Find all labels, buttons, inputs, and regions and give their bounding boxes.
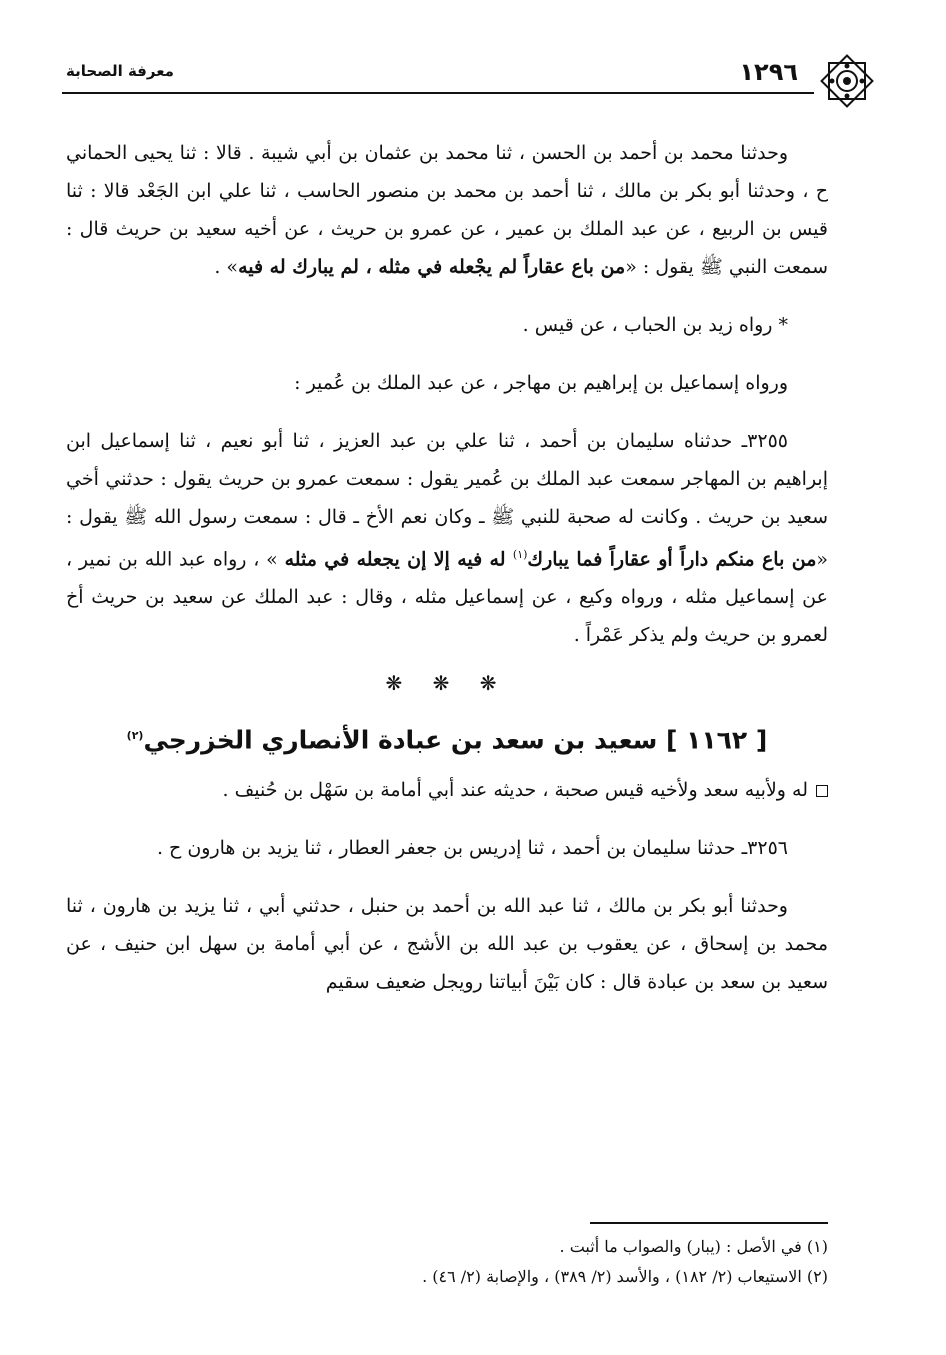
footnote-marker: (١) [512,548,528,561]
section-separator: ❋ ❋ ❋ [385,671,509,696]
intro-text: له ولأبيه سعد ولأخيه قيس صحبة ، حديثه عند أبي أمامة بن سَهْل بن حُنيف . [222,778,808,801]
hadith-paragraph: ٣٢٥٦ـ حدثنا سليمان بن أحمد ، ثنا إدريس بن جعفر العطار ، ثنا يزيد بن هارون ح . [156,836,788,859]
octagram-ornament-icon [816,50,878,112]
hadith-matn: من باع عقاراً لم يجْعله في مثله ، لم يبارك له فيه [238,256,626,278]
hadith-matn: له فيه إلا إن يجعله في مثله [284,548,513,571]
section-heading [66,716,828,760]
closing-quote: » . [214,256,239,278]
narration-note: * رواه زيد بن الحباب ، عن قيس . [522,314,788,336]
hadith-paragraph [66,134,828,286]
footnote-rule [590,1222,828,1224]
page-header [62,56,876,96]
footnote-marker: (٢) [126,729,144,743]
footnote: (٢) الاستيعاب (٢/ ١٨٢) ، والأسد (٢/ ٣٨٩) ، والإصابة (٢/ ٤٦) . [422,1267,828,1286]
narration-note: ورواه إسماعيل بن إبراهيم بن مهاجر ، عن عبد الملك بن عُمير : [294,372,788,394]
main-text [66,134,828,1001]
isnad-text: » ، رواه عبد الله بن نمير ، عن إسماعيل مثله ، ورواه وكيع ، عن إسماعيل مثله ، وقال : عبد الملك عن سعيد بن حريث أخ لعمرو بن حريث ولم يذكر عَمْراً . [66,548,828,647]
footnotes [66,1232,828,1292]
isnad-text: ٣٢٥٥ـ حدثناه سليمان بن أحمد ، ثنا علي بن عبد العزيز ، ثنا أبو نعيم ، ثنا إسماعيل ابن إبراهيم بن المهاجر سمعت عبد الملك بن عُمير يقول : سمعت عمرو بن حريث يقول : حدثني أخي سعيد بن حريث . وكانت له صحبة للنبي ﷺ ـ وكان نعم الأخ ـ قال : سمعت رسول الله ﷺ يقول : « [66,430,828,571]
section-title: [ ١١٦٢ ] سعيد بن سعد بن عبادة الأنصاري الخزرجي [143,725,768,755]
footnote: (١) في الأصل : (يبار) والصواب ما أثبت . [559,1237,828,1256]
hadith-paragraph: وحدثنا أبو بكر بن مالك ، ثنا عبد الله بن أحمد بن حنبل ، حدثني أبي ، ثنا يزيد بن هارون ، ثنا محمد بن إسحاق ، عن يعقوب بن عبد الله بن الأشج ، عن أبي أمامة بن سهل ابن حنيف ، عن سعيد بن سعد بن عبادة قال : كان بَيْنَ أبياتنا رويجل ضعيف سقيم [66,894,828,993]
isnad-text: وحدثنا محمد بن أحمد بن الحسن ، ثنا محمد بن عثمان بن أبي شيبة . قالا : ثنا يحيى الحماني ح ، وحدثنا أبو بكر بن مالك ، ثنا أحمد بن محمد بن منصور الحاسب ، ثنا علي ابن الجَعْد قالا : ثنا قيس بن الربيع ، عن عبد الملك بن عمير ، عن عمرو بن حريث ، عن أخيه سعيد بن حريث قال : سمعت النبي ﷺ يقول : « [66,142,828,278]
book-title: معرفة الصحابة [66,62,174,80]
header-rule [62,92,814,94]
hadith-matn: من باع منكم داراً أو عقاراً فما يبارك [527,548,817,571]
section-intro [66,771,828,809]
hadith-paragraph [66,422,828,654]
square-bullet-icon [816,785,828,797]
page-number: ١٢٩٦ [739,58,798,86]
